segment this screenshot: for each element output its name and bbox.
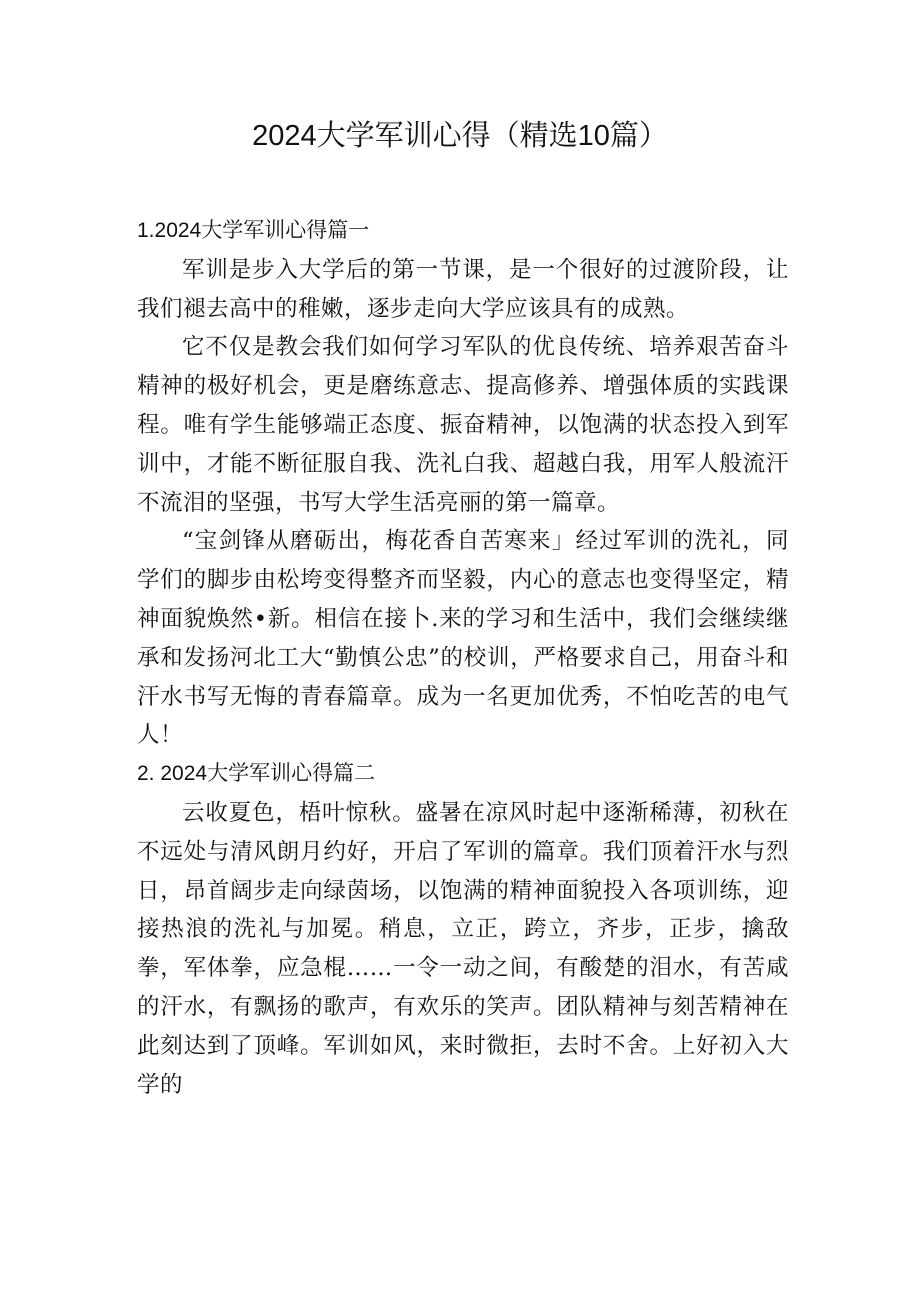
section-1 [137, 212, 789, 755]
paragraph: 云收夏色，梧叶惊秋。盛暑在凉风时起中逐渐稀薄，初秋在不远处与清风朗月约好，开启了军训的篇章。我们顶着汗水与烈日，昂首阔步走向绿茵场，以饱满的精神面貌投入各项训练，迎接热浪的洗礼与加冕。稍息，立正，跨立，齐步，正步，擒敌拳，军体拳，应急棍……一令一动之间，有酸楚的泪水，有苦咸的汗水，有飘扬的歌声，有欢乐的笑声。团队精神与刻苦精神在此刻达到了顶峰。军训如风，来时微拒，去时不舍。上好初入大学的 [137, 799, 789, 1098]
paragraph: 军训是步入大学后的第一节课，是一个很好的过渡阶段，让我们褪去高中的稚嫩，逐步走向大学应该具有的成熟。 [137, 256, 789, 322]
document-title: 2024大学军训心得（精选10篇） [252, 120, 668, 152]
section-heading: 1.2024大学军训心得篇一 [137, 219, 370, 242]
paragraph: 它不仅是教会我们如何学习军队的优良传统、培养艰苦奋斗精神的极好机会，更是磨练意志、提高修养、增强体质的实践课程。唯有学生能够端正态度、振奋精神，以饱满的状态投入到军训中，才能不断征服自我、洗礼白我、超越白我，用军人般流汗不流泪的坚强，书写大学生活亮丽的第一篇章。 [137, 334, 789, 516]
section-heading: 2. 2024大学军训心得篇二 [137, 762, 376, 786]
section-2 [137, 755, 789, 1104]
paragraph: “宝剑锋从磨砺出，梅花香自苦寒来」经过军训的洗礼，同学们的脚步由松垮变得整齐而坚毅，内心的意志也变得坚定，精神面貌焕然•新。相信在接卜.来的学习和生活中，我们会继续继承和发扬河北工大“勤慎公忠”的校训，严格要求自己，用奋斗和汗水书写无悔的青春篇章。成为一名更加优秀，不怕吃苦的电气人！ [137, 528, 789, 749]
document-body [137, 212, 789, 1104]
